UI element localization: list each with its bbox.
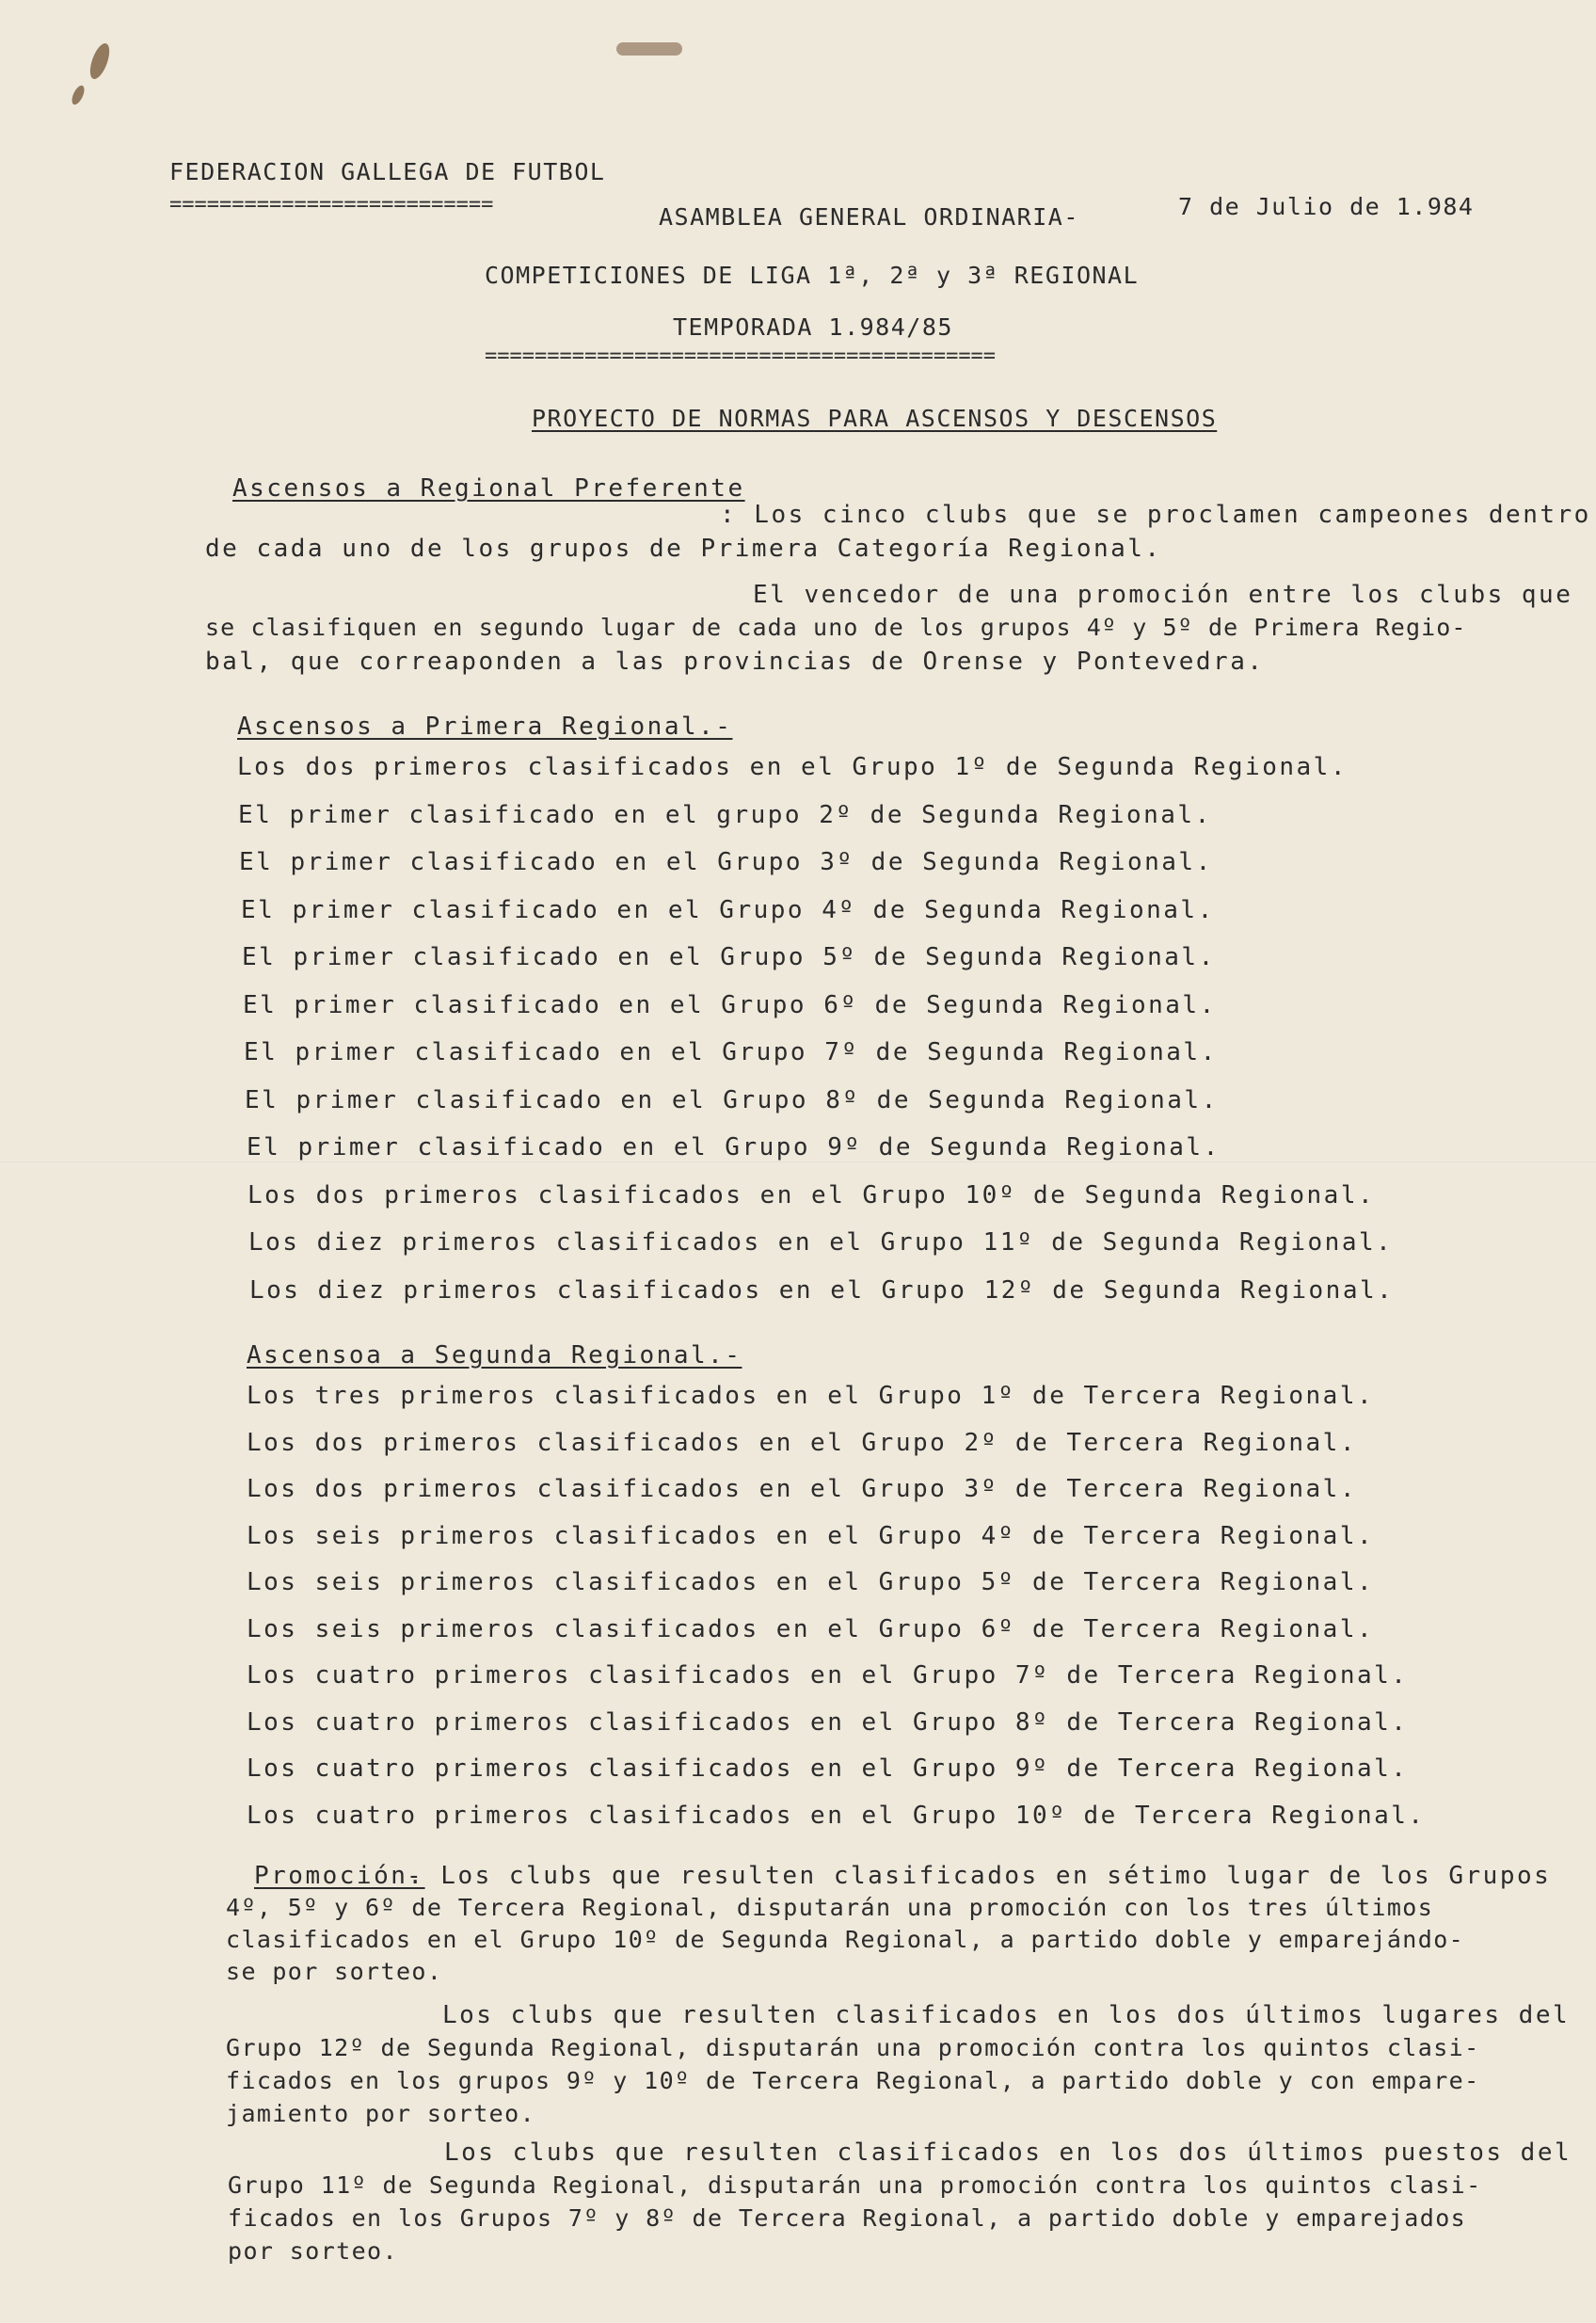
organization-name: FEDERACION GALLEGA DE FUTBOL — [169, 158, 606, 185]
list-item: Los diez primeros clasificados en el Grupo 11º de Segunda Regional. — [248, 1228, 1394, 1257]
list-item: Los seis primeros clasificados en el Grupo 5º de Tercera Regional. — [247, 1568, 1375, 1596]
section-heading-preferente: Ascensos a Regional Preferente — [232, 474, 745, 503]
season-title: TEMPORADA 1.984/85 — [673, 313, 953, 341]
list-item: Los dos primeros clasificados en el Grupo 2º de Tercera Regional. — [247, 1428, 1357, 1457]
list-item: Los cuatro primeros clasificados en el Grupo 10º de Tercera Regional. — [247, 1801, 1426, 1830]
list-item: Los seis primeros clasificados en el Grupo 6º de Tercera Regional. — [247, 1614, 1375, 1643]
paper-stain — [70, 84, 87, 106]
paragraph-line: ficados en los Grupos 7º y 8º de Tercera Regional, a partido doble y emparejados — [228, 2204, 1467, 2232]
section-heading-promocion: Promoción. — [254, 1862, 425, 1890]
list-item: Los cuatro primeros clasificados en el Grupo 9º de Tercera Regional. — [247, 1754, 1409, 1783]
document-date: 7 de Julio de 1.984 — [1178, 193, 1475, 220]
list-item: El primer clasificado en el Grupo 9º de Segunda Regional. — [247, 1133, 1221, 1162]
list-item: Los tres primeros clasificados en el Grupo 1º de Tercera Regional. — [247, 1382, 1375, 1410]
assembly-title: ASAMBLEA GENERAL ORDINARIA- — [659, 203, 1079, 231]
list-item: El primer clasificado en el Grupo 4º de Segunda Regional. — [241, 895, 1215, 924]
list-item: El primer clasificado en el Grupo 6º de Segunda Regional. — [243, 990, 1217, 1019]
list-item: Los cuatro primeros clasificados en el Grupo 8º de Tercera Regional. — [247, 1707, 1409, 1737]
list-item: Los seis primeros clasificados en el Grupo 4º de Tercera Regional. — [247, 1521, 1375, 1550]
paragraph-line: El vencedor de una promoción entre los clubs que — [753, 581, 1573, 609]
list-item: El primer clasificado en el Grupo 8º de Segunda Regional. — [245, 1085, 1219, 1114]
list-item: Los dos primeros clasificados en el Grupo 1º de Segunda Regional. — [237, 753, 1348, 781]
list-item: El primer clasificado en el Grupo 5º de Segunda Regional. — [242, 943, 1216, 971]
paragraph-line: se por sorteo. — [226, 1958, 443, 1985]
list-item: El primer clasificado en el Grupo 3º de Segunda Regional. — [239, 848, 1213, 876]
paragraph-line: clasificados en el Grupo 10º de Segunda Regional, a partido doble y emparejándo- — [226, 1926, 1465, 1953]
paragraph-line: se clasifiquen en segundo lugar de cada uno de los grupos 4º y 5º de Primera Regio- — [205, 614, 1467, 641]
list-item: Los dos primeros clasificados en el Grupo 3º de Tercera Regional. — [247, 1475, 1357, 1503]
paragraph-line: Grupo 12º de Segunda Regional, disputarán una promoción contra los quintos clasi- — [226, 2034, 1480, 2061]
section-heading-segunda: Ascensoa a Segunda Regional.- — [247, 1341, 742, 1370]
paragraph-line: por sorteo. — [228, 2237, 398, 2265]
paragraph-line: bal, que correaponden a las provincias de Orense y Pontevedra. — [205, 648, 1265, 676]
season-rule: ========================================= — [485, 344, 997, 368]
list-item: El primer clasificado en el grupo 2º de Segunda Regional. — [238, 800, 1212, 829]
paragraph-line: de cada uno de los grupos de Primera Categoría Regional. — [205, 535, 1162, 563]
list-item: El primer clasificado en el Grupo 7º de Segunda Regional. — [244, 1038, 1218, 1066]
project-title: PROYECTO DE NORMAS PARA ASCENSOS Y DESCENSOS — [532, 405, 1218, 432]
paragraph-line: Los clubs que resulten clasificados en los dos últimos puestos del — [444, 2139, 1572, 2167]
list-item: Los dos primeros clasificados en el Grupo 10º de Segunda Regional. — [247, 1180, 1376, 1210]
paragraph-line: ficados en los grupos 9º y 10º de Tercera Regional, a partido doble y con empare- — [226, 2067, 1480, 2094]
competitions-title: COMPETICIONES DE LIGA 1ª, 2ª y 3ª REGIONAL — [485, 262, 1140, 289]
section-heading-primera: Ascensos a Primera Regional.- — [237, 713, 733, 741]
paragraph-line: - Los clubs que resulten clasificados en sétimo lugar de los Grupos — [407, 1862, 1552, 1890]
paragraph-line: : Los cinco clubs que se proclamen campeones dentro — [720, 501, 1591, 529]
paragraph-line: 4º, 5º y 6º de Tercera Regional, disputarán una promoción con los tres últimos — [226, 1894, 1434, 1921]
paragraph-line: Los clubs que resulten clasificados en los dos últimos lugares del — [442, 2001, 1571, 2029]
list-item: Los diez primeros clasificados en el Grupo 12º de Segunda Regional. — [249, 1275, 1395, 1305]
organization-rule: ========================== — [169, 193, 494, 216]
paper-stain — [87, 40, 114, 81]
paragraph-line: jamiento por sorteo. — [226, 2100, 536, 2127]
paper-stain — [616, 42, 682, 56]
paragraph-line: Grupo 11º de Segunda Regional, disputarán una promoción contra los quintos clasi- — [228, 2171, 1482, 2199]
list-item: Los cuatro primeros clasificados en el Grupo 7º de Tercera Regional. — [247, 1661, 1409, 1690]
